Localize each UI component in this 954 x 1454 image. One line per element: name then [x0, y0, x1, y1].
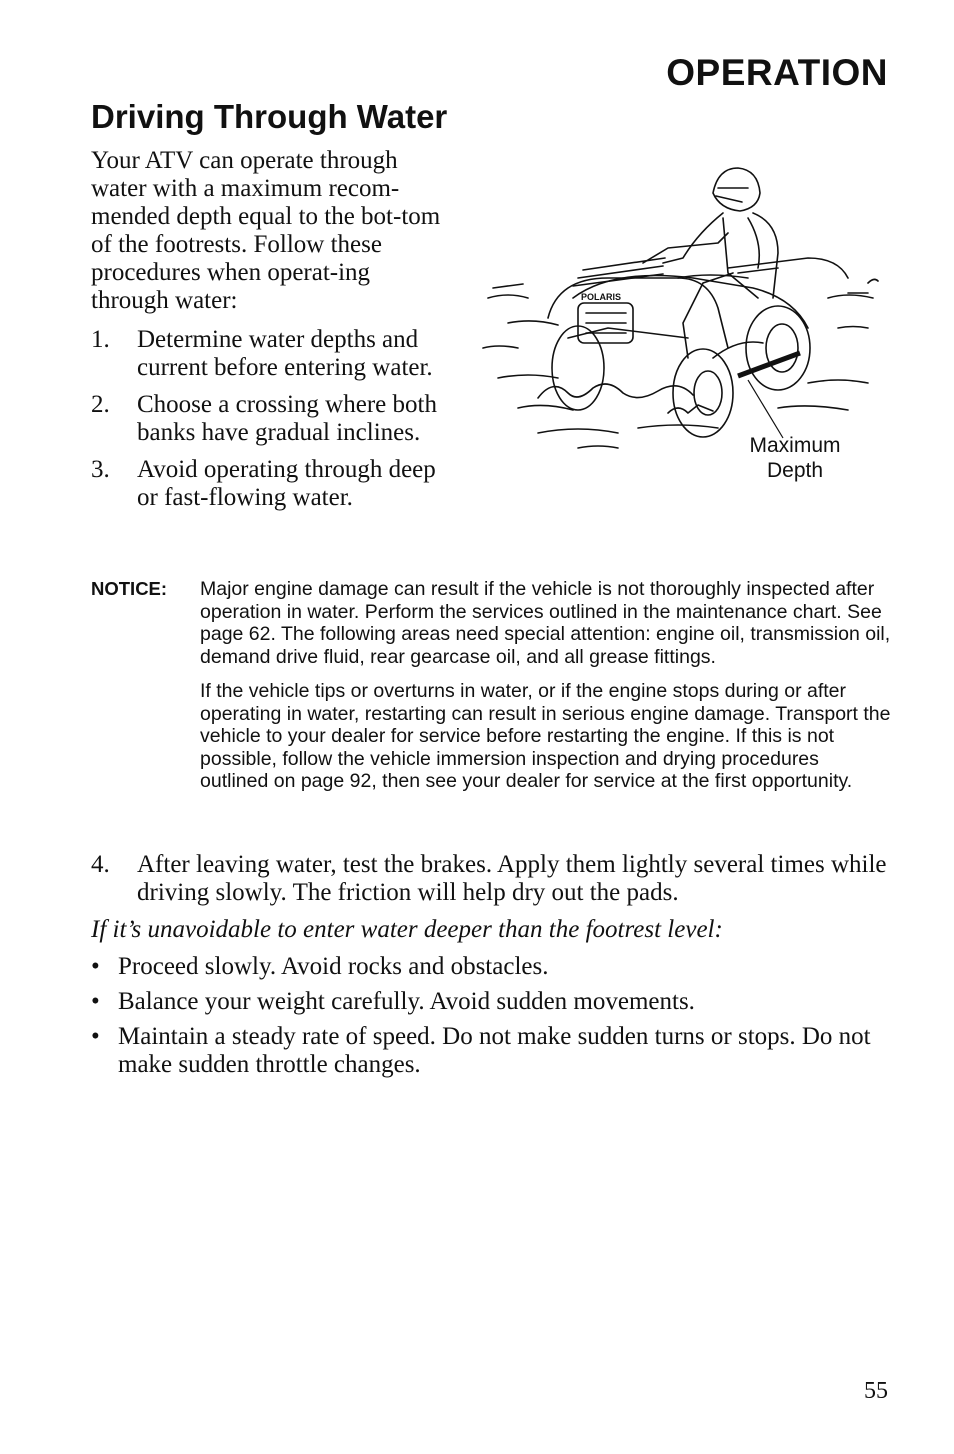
- notice-paragraph: Major engine damage can result if the vehicle is not thoroughly inspected after operation in water. Perform the services outlined in the maintenance chart. See page 62. The following areas need special attention: engine oil, transmission oil, demand drive fluid, rear gearcase oil, and all grease fittings.: [200, 578, 891, 668]
- page-title: Driving Through Water: [91, 98, 448, 135]
- figure-label: [725, 433, 865, 483]
- step-number: 1.: [91, 326, 110, 353]
- step-number: 4.: [91, 851, 110, 878]
- notice-label: NOTICE:: [91, 578, 168, 599]
- bullet-text: Maintain a steady rate of speed. Do not make sudden turns or stops. Do not make sudden throttle changes.: [118, 1023, 871, 1078]
- list-item: [91, 456, 456, 512]
- figure-label-line1: Maximum: [749, 434, 841, 457]
- list-item: [91, 326, 456, 382]
- list-item: [91, 988, 891, 1016]
- list-item: [91, 851, 891, 907]
- step-number: 2.: [91, 391, 110, 418]
- list-item: [91, 953, 891, 981]
- bullet-icon: •: [91, 953, 100, 980]
- bullet-icon: •: [91, 988, 100, 1015]
- intro-paragraph: Your ATV can operate through water with a maximum recom-mended depth equal to the bot-tom of the footrests. Follow these procedures when operat-ing through water:: [91, 147, 441, 314]
- page-number: 55: [864, 1378, 888, 1404]
- steps-list: [91, 326, 456, 521]
- step-text: After leaving water, test the brakes. Apply them lightly several times while driving slowly. The friction will help dry out the pads.: [137, 851, 887, 906]
- figure-label-line2: Depth: [766, 459, 824, 482]
- section-header: OPERATION: [666, 52, 888, 93]
- list-item: [91, 1023, 891, 1079]
- max-depth-leader: [748, 380, 783, 438]
- bullet-list: [91, 953, 891, 1086]
- brand-logo: POLARIS: [581, 292, 622, 302]
- list-item: [91, 391, 456, 447]
- step-number: 3.: [91, 456, 110, 483]
- step-text: Determine water depths and current before entering water.: [137, 326, 433, 381]
- step-4: [91, 851, 891, 916]
- deeper-water-heading: If it’s unavoidable to enter water deeper than the footrest level:: [91, 916, 723, 943]
- step-text: Avoid operating through deep or fast-flowing water.: [137, 456, 436, 511]
- notice-block: [91, 578, 891, 805]
- bullet-text: Proceed slowly. Avoid rocks and obstacles.: [118, 953, 549, 980]
- bullet-icon: •: [91, 1023, 100, 1050]
- bullet-text: Balance your weight carefully. Avoid sudden movements.: [118, 988, 695, 1015]
- step-text: Choose a crossing where both banks have gradual inclines.: [137, 391, 437, 446]
- notice-body: [200, 578, 891, 793]
- notice-paragraph: If the vehicle tips or overturns in water, or if the engine stops during or after operating in water, restarting can result in serious engine damage. Transport the vehicle to your dealer for service before restarting the engine. If this is not possible, follow the vehicle immersion inspection and drying procedures outlined on page 92, then see your dealer for service at the first opportunity.: [200, 680, 891, 792]
